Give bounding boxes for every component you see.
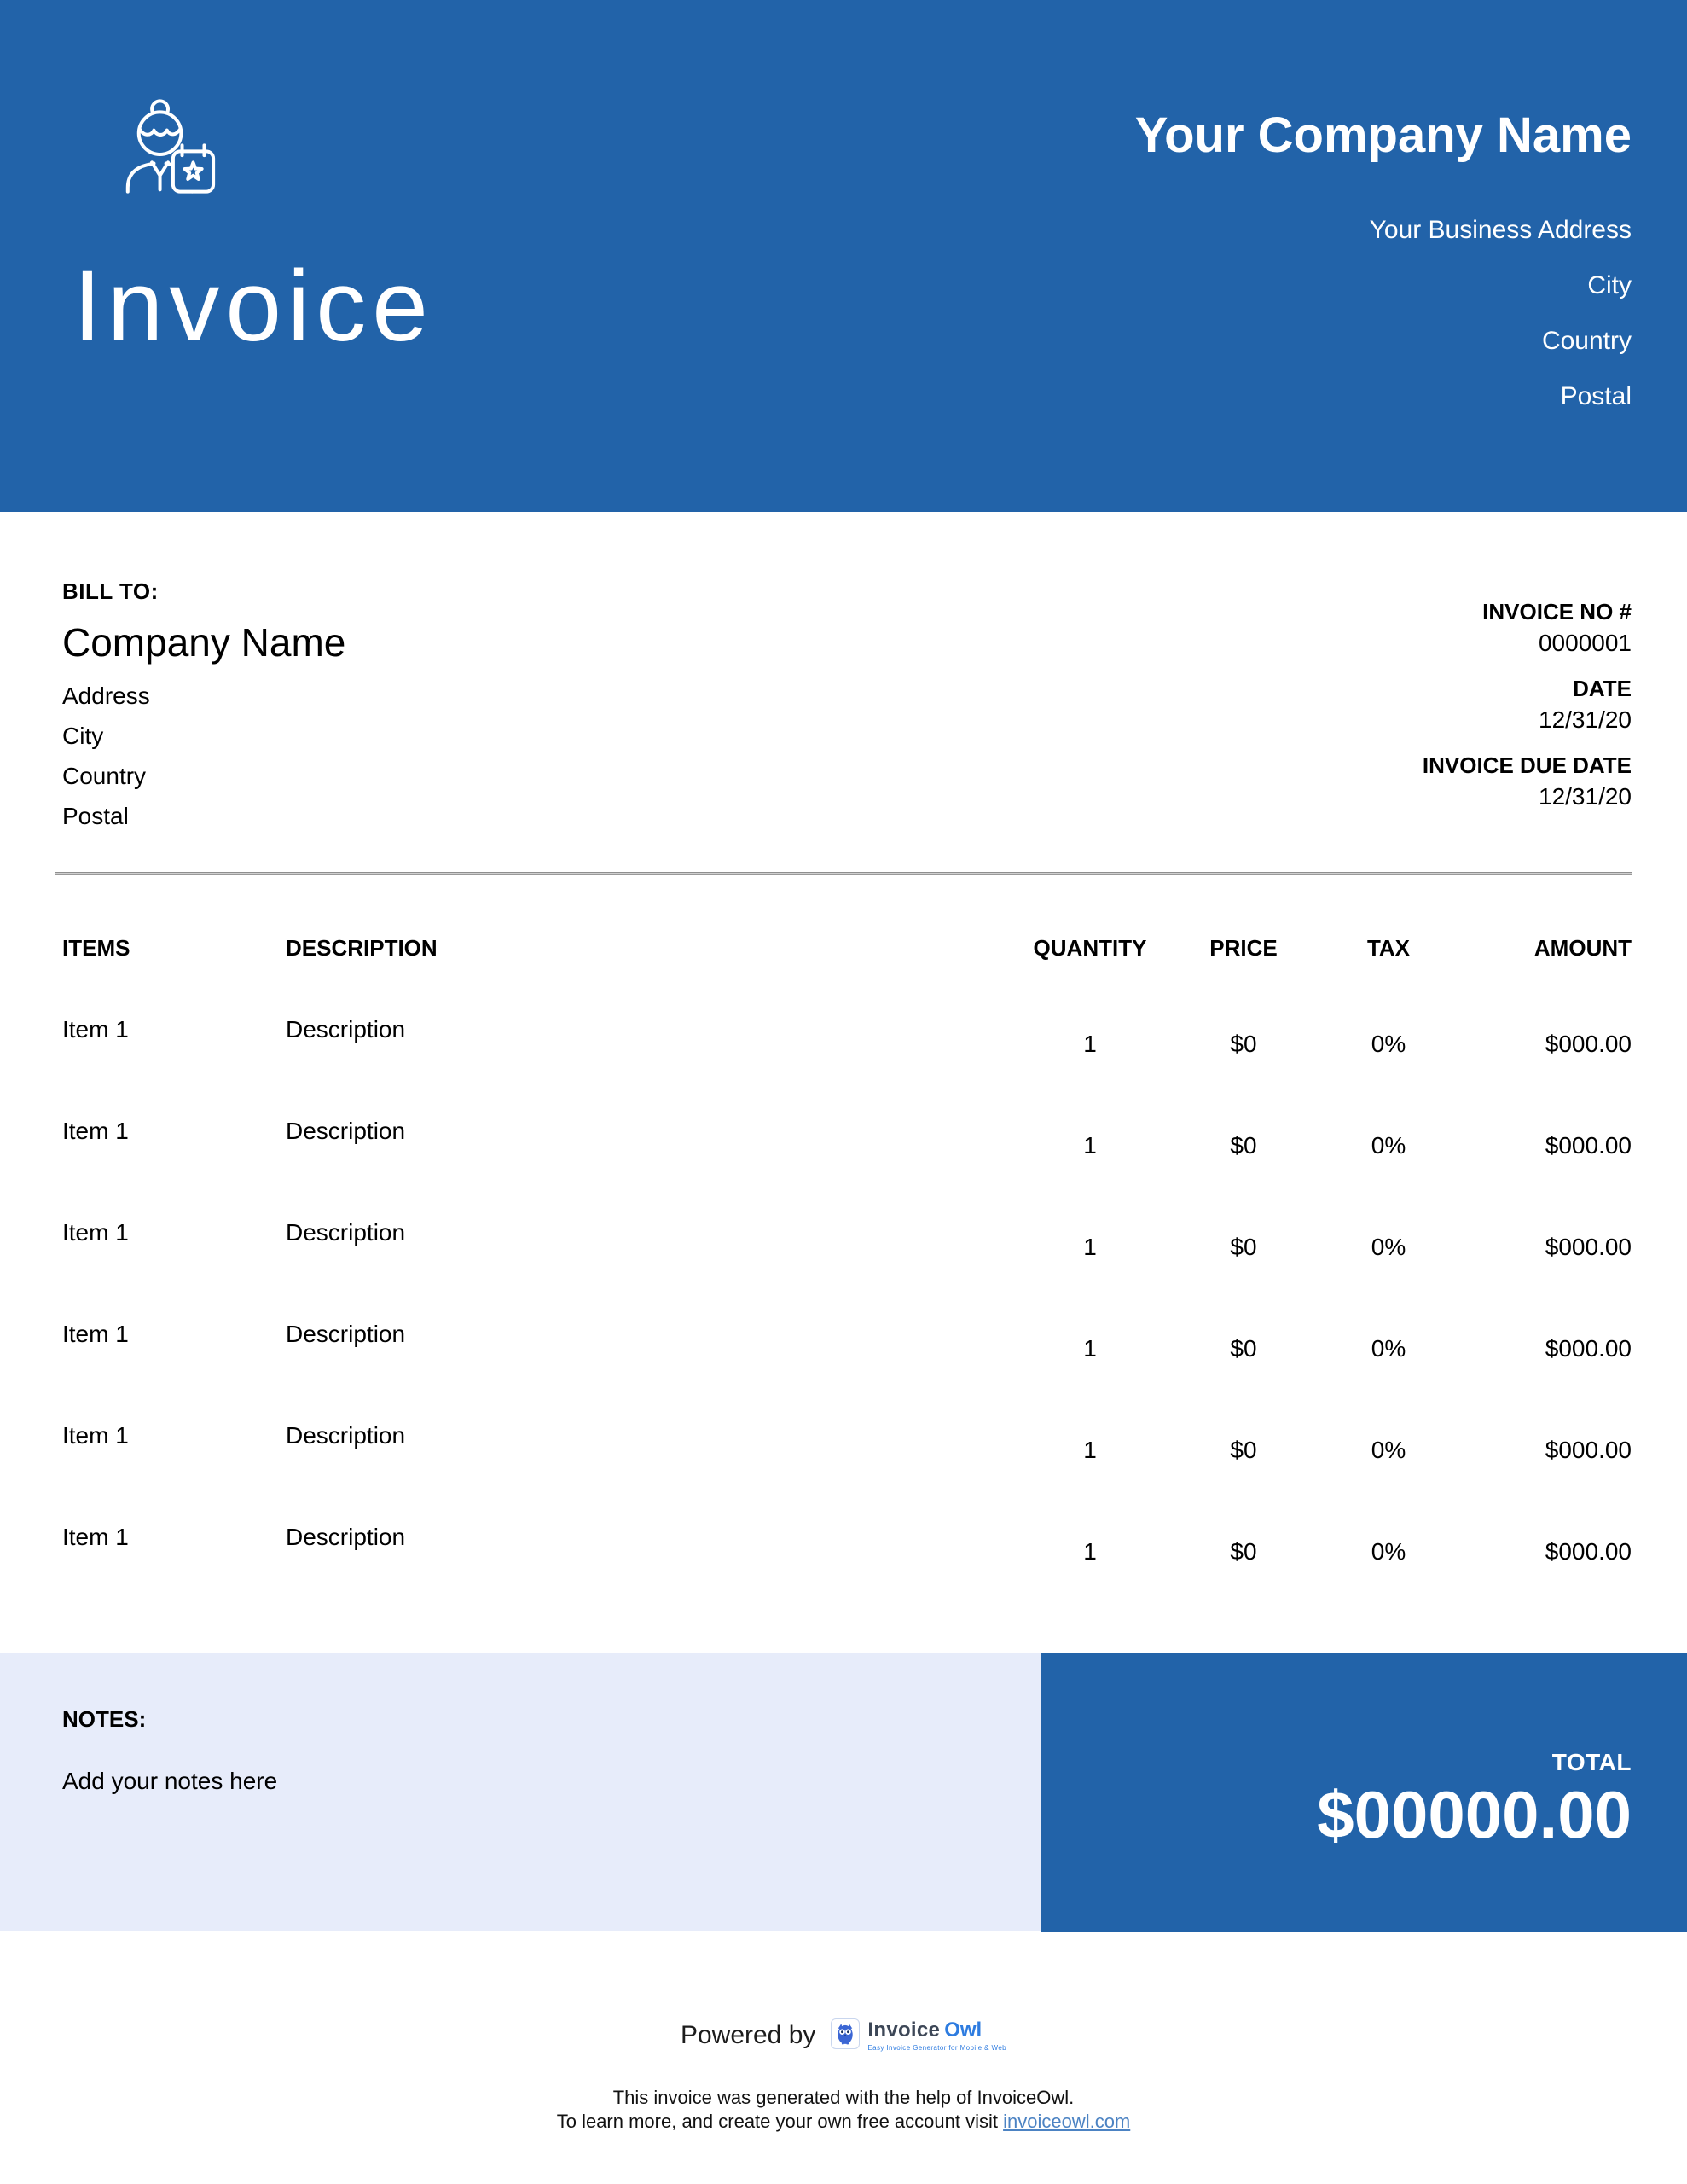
invoice-due-date-pair (1423, 751, 1632, 814)
row-amount: $000.00 (1545, 1132, 1632, 1159)
powered-by-text: Powered by (680, 2020, 816, 2049)
row-description: Description (286, 1016, 406, 1043)
table-row (62, 1218, 1632, 1320)
company-address-line: Your Business Address (1369, 215, 1632, 244)
bill-to-address-line: Postal (62, 803, 129, 830)
powered-by-row (0, 2018, 1687, 2052)
col-header-price: PRICE (1209, 935, 1278, 961)
company-address-line: Country (1541, 326, 1632, 355)
owl-icon (831, 2018, 860, 2049)
bill-to-address-line: Country (62, 763, 147, 790)
row-item: Item 1 (62, 1321, 129, 1347)
row-quantity: 1 (1083, 1031, 1097, 1057)
row-item: Item 1 (62, 1118, 129, 1144)
row-description: Description (286, 1524, 406, 1550)
invoice-meta-section (1423, 597, 1632, 828)
bill-to-section (62, 578, 345, 836)
row-quantity: 1 (1083, 1538, 1097, 1565)
row-description: Description (286, 1422, 406, 1449)
invoice-date-label: DATE (1573, 676, 1632, 701)
row-amount: $000.00 (1545, 1234, 1632, 1260)
row-quantity: 1 (1083, 1132, 1097, 1159)
row-tax: 0% (1371, 1132, 1406, 1159)
logo-invoice-text: Invoice (867, 2018, 941, 2042)
table-row (62, 1523, 1632, 1624)
logo-owl-text: Owl (944, 2018, 983, 2042)
footer-learn-more-text (0, 2111, 1687, 2133)
person-calendar-star-icon (118, 99, 218, 205)
row-amount: $000.00 (1545, 1538, 1632, 1565)
bill-to-address (62, 676, 345, 836)
bill-to-address-line: City (62, 723, 104, 750)
table-row (62, 1421, 1632, 1523)
invoice-number-label: INVOICE NO # (1482, 599, 1632, 624)
owl-icon-svg (836, 2023, 855, 2045)
invoice-due-date-value: 12/31/20 (1539, 783, 1632, 810)
invoiceowl-link[interactable]: invoiceowl.com (1003, 2111, 1131, 2132)
items-table (62, 934, 1632, 1624)
row-item: Item 1 (62, 1524, 129, 1550)
company-name: Your Company Name (1134, 107, 1632, 163)
table-row (62, 1320, 1632, 1421)
company-address-line: Postal (1560, 381, 1632, 410)
total-label: TOTAL (1551, 1749, 1632, 1775)
row-amount: $000.00 (1545, 1335, 1632, 1362)
invoice-date-value: 12/31/20 (1539, 706, 1632, 733)
row-tax: 0% (1371, 1335, 1406, 1362)
logo-wordmark (867, 2018, 1006, 2042)
total-value: $00000.00 (1317, 1777, 1632, 1852)
row-item: Item 1 (62, 1422, 129, 1449)
row-amount: $000.00 (1545, 1031, 1632, 1057)
row-item: Item 1 (62, 1016, 129, 1043)
row-amount: $000.00 (1545, 1437, 1632, 1463)
invoiceowl-logo (831, 2018, 1006, 2052)
row-quantity: 1 (1083, 1234, 1097, 1260)
row-price: $0 (1230, 1031, 1257, 1057)
company-address (1135, 202, 1632, 424)
notes-text: Add your notes here (62, 1768, 278, 1794)
table-row (62, 1117, 1632, 1218)
bill-to-address-line: Address (62, 682, 150, 710)
col-header-amount: AMOUNT (1533, 935, 1632, 961)
document-title: Invoice (73, 250, 434, 363)
invoice-number-pair (1423, 597, 1632, 660)
row-tax: 0% (1371, 1234, 1406, 1260)
row-price: $0 (1230, 1335, 1257, 1362)
notes-panel (0, 1653, 1041, 1931)
row-description: Description (286, 1321, 406, 1347)
invoice-date-pair (1423, 674, 1632, 737)
row-price: $0 (1230, 1132, 1257, 1159)
col-header-items: ITEMS (62, 935, 130, 961)
header-banner (0, 0, 1687, 512)
logo-text-block (867, 2018, 1006, 2052)
section-divider (55, 872, 1632, 875)
row-description: Description (286, 1118, 406, 1144)
bill-to-label: BILL TO: (62, 578, 159, 604)
row-price: $0 (1230, 1234, 1257, 1260)
items-table-header (62, 934, 1632, 961)
col-header-description: DESCRIPTION (286, 935, 438, 961)
row-description: Description (286, 1219, 406, 1246)
row-item: Item 1 (62, 1219, 129, 1246)
company-block (1135, 107, 1632, 424)
col-header-tax: TAX (1366, 935, 1411, 961)
notes-label: NOTES: (62, 1706, 147, 1732)
row-price: $0 (1230, 1437, 1257, 1463)
bill-to-company: Company Name (62, 620, 346, 665)
col-header-quantity: QUANTITY (1033, 935, 1147, 961)
table-row (62, 1015, 1632, 1117)
company-address-line: City (1587, 270, 1632, 299)
footer-learn-more-prefix: To learn more, and create your own free account visit (556, 2111, 1004, 2132)
row-quantity: 1 (1083, 1335, 1097, 1362)
row-price: $0 (1230, 1538, 1257, 1565)
total-panel (1041, 1653, 1687, 1932)
footer-generated-text: This invoice was generated with the help of InvoiceOwl. (612, 2087, 1075, 2108)
row-quantity: 1 (1083, 1437, 1097, 1463)
logo-tagline: Easy Invoice Generator for Mobile & Web (867, 2044, 1007, 2052)
items-table-body (62, 1015, 1632, 1624)
invoice-number-value: 0000001 (1538, 630, 1632, 656)
row-tax: 0% (1371, 1031, 1406, 1057)
invoice-due-date-label: INVOICE DUE DATE (1422, 752, 1632, 778)
row-tax: 0% (1371, 1538, 1406, 1565)
row-tax: 0% (1371, 1437, 1406, 1463)
